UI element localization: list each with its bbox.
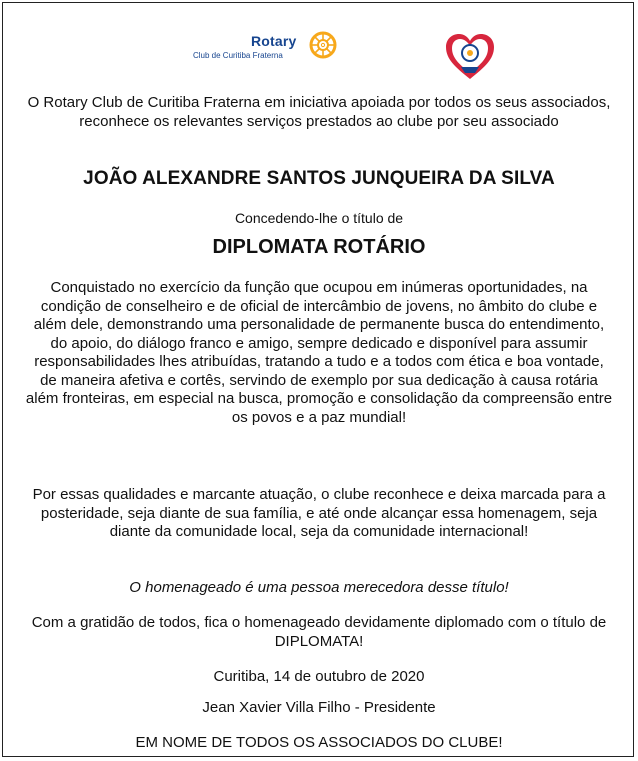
closing-line: EM NOME DE TODOS OS ASSOCIADOS DO CLUBE! xyxy=(135,734,503,751)
rotary-wordmark: Rotary xyxy=(251,33,297,49)
award-title: DIPLOMATA ROTÁRIO xyxy=(212,236,426,258)
gratitude-paragraph: Com a gratidão de todos, fica o homenageado devidamente diplomado com o título de DIPLOMATA! xyxy=(31,614,607,650)
italic-note: O homenageado é uma pessoa merecedora desse título! xyxy=(129,579,509,596)
date-line: Curitiba, 14 de outubro de 2020 xyxy=(213,668,425,685)
honoree-name: JOÃO ALEXANDRE SANTOS JUNQUEIRA DA SILVA xyxy=(83,168,555,189)
conceding-line: Concedendo-lhe o título de xyxy=(234,210,404,226)
signature-line: Jean Xavier Villa Filho - Presidente xyxy=(202,699,436,716)
rotary-wheel-icon xyxy=(309,31,337,59)
rotary-club-name: Club de Curitiba Fraterna xyxy=(193,51,283,60)
logo-bar xyxy=(3,27,633,83)
certificate-page xyxy=(2,2,634,757)
intro-paragraph: O Rotary Club de Curitiba Fraterna em iniciativa apoiada por todos os seus associados, reconhece os relevantes serviços prestados ao clube por seu associado xyxy=(27,94,611,130)
merit-paragraph: Conquistado no exercício da função que ocupou em inúmeras oportunidades, na condição de conselheiro e de oficial de intercâmbio de jovens, no âmbito do clube e além dele, demonstrando uma personalidade de permanente busca do entendimento, do apoio, do diálogo franco e amigo, sempre dedicado e disponível para assumir responsabilidades lhes atribuídas, tratando a tudo e a todos com ética e boa vontade, de maneira afetiva e cortês, servindo de exemplo por sua dedicação à causa rotária além fronteiras, em especial na busca, promoção e consolidação da compreensão entre os povos e a paz mundial! xyxy=(25,279,613,426)
fraterna-heart-emblem-icon xyxy=(445,33,495,81)
recognition-paragraph: Por essas qualidades e marcante atuação, o clube reconhece e deixa marcada para a posteridade, seja diante de sua família, e até onde alcançar essa homenagem, seja diante da comunidade local, seja da comunidade internacional! xyxy=(32,486,606,540)
